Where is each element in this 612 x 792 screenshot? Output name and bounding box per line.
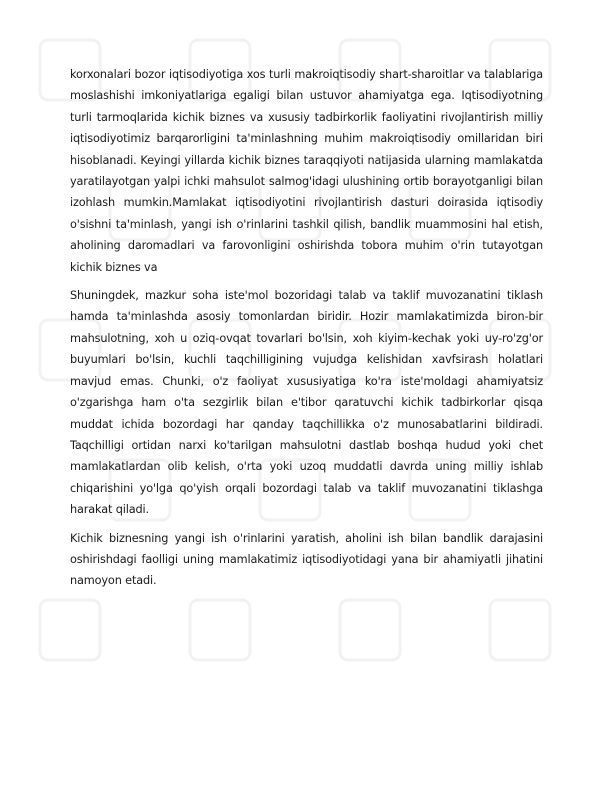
paragraph-1: korxonalari bozor iqtisodiyotiga xos turli makroiqtisodiy shart-sharoitlar va talablariga moslashishi imkoniyatlariga egaligi bilan ustuvor ahamiyatga ega. Iqtisodiyotning turli tarmoqlarida kichik biznes va xususiy tadbirkorlik faoliyatini rivojlantirish milliy iqtisodiyotimiz barqarorligini ta'minlashning muhim makroiqtisodiy omillaridan biri hisoblanadi. Keyingi yillarda kichik biznes taraqqiyoti natijasida ularning mamlakatda yaratilayotgan yalpi ichki mahsulot salmog'idagi ulushining ortib borayotganligi bilan izohlash mumkin.Mamlakat iqtisodiyotini rivojlantirish dasturi doirasida iqtisodiy o'sishni ta'minlash, yangi ish o'rinlarini tashkil qilish, bandlik muammosini hal etish, aholining daromadlari va farovonligini oshirishda tobora muhim o'rin tutayotgan kichik biznes va [70,68,543,274]
paragraph-2: Shuningdek, mazkur soha iste'mol bozoridagi talab va taklif muvozanatini tiklash hamda ta'minlashda asosiy tomonlardan biridir. Hozir mamlakatimizda biron-bir mahsulotning, xoh u oziq-ovqat tovarlari bo'lsin, xoh kiyim-kechak yoki uy-ro'zg'or buyumlari bo'lsin, kuchli taqchilligining vujudga kelishidan xavfsirash holatlari mavjud emas. Chunki, o'z faoliyat xususiyatiga ko'ra iste'moldagi ahamiyatsiz o'zgarishga ham o'ta sezgirlik bilan e'tibor qaratuvchi kichik tadbirkorlar qisqa muddat ichida bozordagi har qanday taqchillikka o'z munosabatlarini bildiradi. Taqchilligi ortidan narxi ko'tarilgan mahsulotni dastlab boshqa hudud yoki chet mamlakatlardan olib kelish, o'rta yoki uzoq muddatli davrda uning milliy ishlab chiqarishini yo'lga qo'yish orqali bozordagi talab va taklif muvozanatini tiklashga harakat qiladi. [70,289,543,517]
document-body [70,64,543,599]
paragraph-3: Kichik biznesning yangi ish o'rinlarini yaratish, aholini ish bilan bandlik darajasini oshirishdagi faolligi uning mamlakatimiz iqtisodiyotidagi yana bir ahamiyatli jihatini namoyon etadi. [70,531,543,588]
